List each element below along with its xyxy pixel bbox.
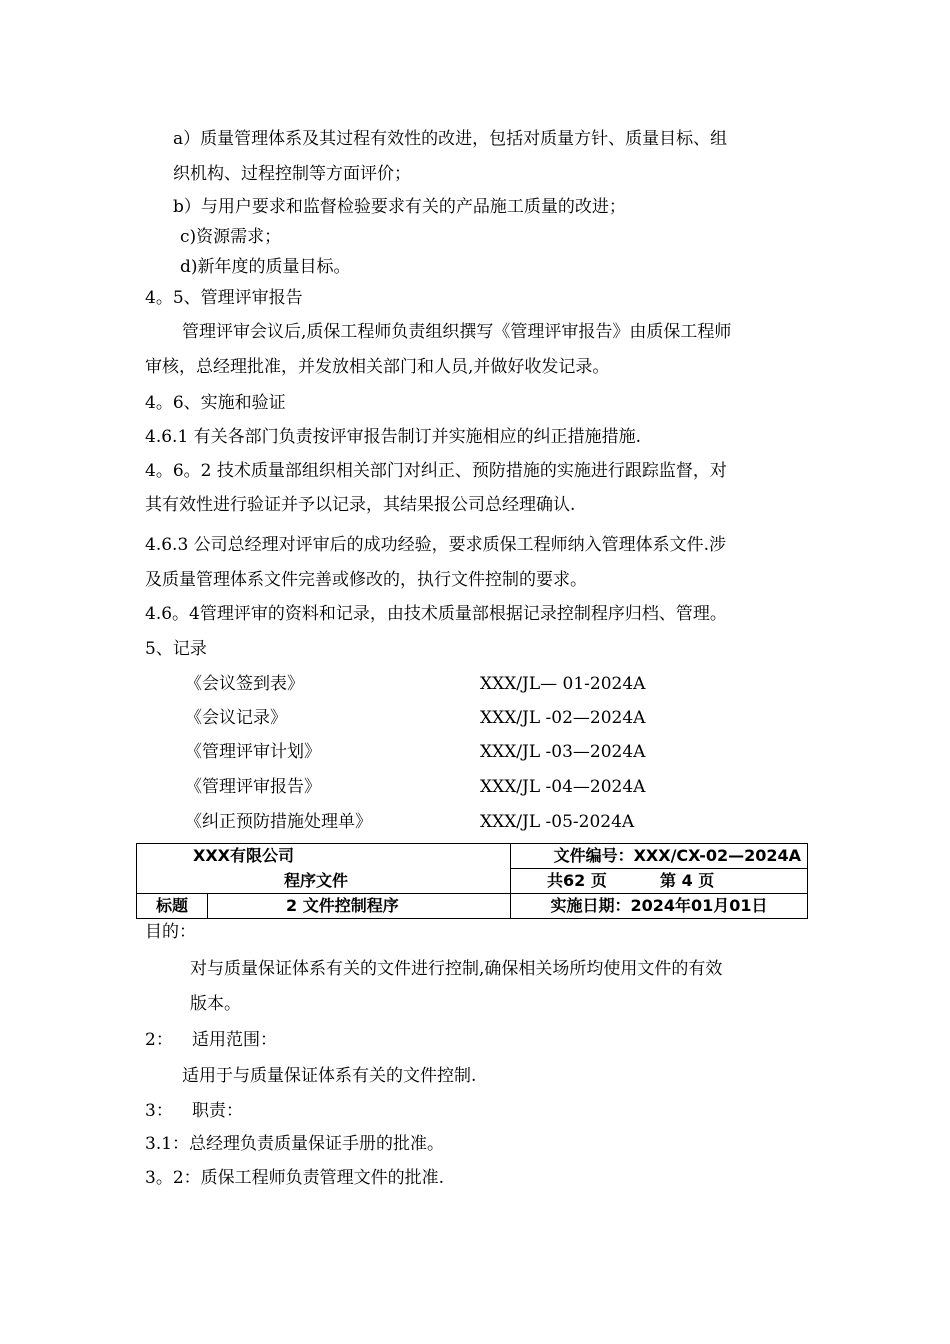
record-name: 《会议记录》 xyxy=(185,708,287,728)
section-4-6-2-line1: 4。6。2 技术质量部组织相关部门对纠正、预防措施的实施进行跟踪监督，对 xyxy=(145,461,727,481)
scope-heading: 适用范围： xyxy=(192,1030,277,1050)
section-4-6-3-line2: 及质量管理体系文件完善或修改的，执行文件控制的要求。 xyxy=(145,570,587,590)
review-item-a-line1: a）质量管理体系及其过程有效性的改进，包括对质量方针、质量目标、组 xyxy=(173,129,728,149)
section-4-6-2-line2: 其有效性进行验证并予以记录，其结果报公司总经理确认. xyxy=(145,495,576,515)
review-item-b: b）与用户要求和监督检验要求有关的产品施工质量的改进； xyxy=(173,197,626,217)
record-code: XXX/JL -03—2024A xyxy=(480,742,646,762)
scope-text: 适用于与质量保证体系有关的文件控制. xyxy=(182,1066,477,1086)
purpose-heading: 目的： xyxy=(145,922,196,942)
section-4-5-para-line2: 审核，总经理批准，并发放相关部门和人员,并做好收发记录。 xyxy=(145,357,610,377)
record-code: XXX/JL -02—2024A xyxy=(480,708,646,728)
total-pages: 共62 页 xyxy=(547,871,607,890)
section-4-5-heading: 4。5、管理评审报告 xyxy=(145,288,303,308)
scope-number: 2： xyxy=(145,1030,173,1050)
doc-type: 程序文件 xyxy=(137,869,511,894)
record-name: 《纠正预防措施处理单》 xyxy=(185,812,372,832)
purpose-line1: 对与质量保证体系有关的文件进行控制,确保相关场所均使用文件的有效 xyxy=(190,959,723,979)
title-label: 标题 xyxy=(137,894,208,919)
page-number: 第 4 页 xyxy=(660,871,715,890)
record-code: XXX/JL -05-2024A xyxy=(480,812,635,832)
responsibility-heading: 职责： xyxy=(192,1101,243,1121)
responsibility-3-2: 3。2：质保工程师负责管理文件的批准. xyxy=(145,1168,445,1188)
purpose-line2: 版本。 xyxy=(190,994,241,1014)
page-count-cell xyxy=(511,869,808,894)
records-heading: 5、记录 xyxy=(145,639,207,659)
section-4-6-4: 4.6。4管理评审的资料和记录，由技术质量部根据记录控制程序归档、管理。 xyxy=(145,604,727,624)
responsibility-number: 3： xyxy=(145,1101,173,1121)
section-4-6-3-line1: 4.6.3 公司总经理对评审后的成功经验，要求质保工程师纳入管理体系文件.涉 xyxy=(145,535,727,555)
company-name: XXX有限公司 xyxy=(137,844,511,869)
doc-number: 文件编号：XXX/CX-02—2024A xyxy=(511,844,808,869)
section-4-5-para-line1: 管理评审会议后,质保工程师负责组织撰写《管理评审报告》由质保工程师 xyxy=(182,322,732,342)
responsibility-3-1: 3.1：总经理负责质量保证手册的批准。 xyxy=(145,1134,445,1154)
record-name: 《管理评审计划》 xyxy=(185,742,321,762)
record-code: XXX/JL -04—2024A xyxy=(480,777,646,797)
document-header-table xyxy=(136,843,808,919)
review-item-d: d)新年度的质量目标。 xyxy=(180,257,351,277)
section-4-6-1: 4.6.1 有关各部门负责按评审报告制订并实施相应的纠正措施措施. xyxy=(145,427,642,447)
record-name: 《会议签到表》 xyxy=(185,674,304,694)
effective-date: 实施日期：2024年01月01日 xyxy=(511,894,808,919)
record-name: 《管理评审报告》 xyxy=(185,777,321,797)
review-item-a-line2: 织机构、过程控制等方面评价； xyxy=(173,164,411,184)
title-value: 2 文件控制程序 xyxy=(208,894,511,919)
section-4-6-heading: 4。6、实施和验证 xyxy=(145,393,286,413)
review-item-c: c)资源需求； xyxy=(180,227,282,247)
record-code: XXX/JL— 01-2024A xyxy=(480,674,646,694)
